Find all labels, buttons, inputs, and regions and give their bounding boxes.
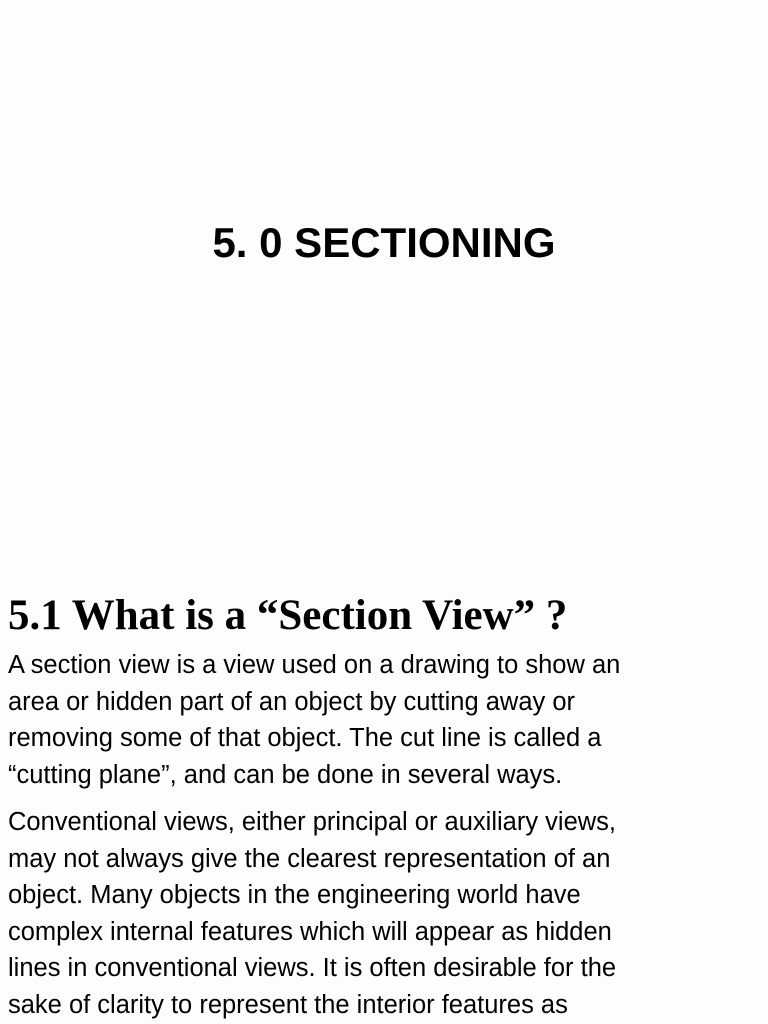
body-paragraph-1: A section view is a view used on a drawing to show an area or hidden part of an object by cutting away or removing some of that object. The cut line is called a “cutting plane”, and can be done in several ways. bbox=[8, 651, 621, 789]
section-heading: 5.1 What is a “Section View” ? bbox=[8, 592, 568, 639]
body-paragraph-2: Conventional views, either principal or auxiliary views, may not always give the clearest representation of an object. Many objects in the engineering world have complex internal features which will appear as hidden lines in conventional views. It is often desirable for the sake of clarity to represent the interior features as bbox=[8, 808, 617, 1019]
chapter-title: 5. 0 SECTIONING bbox=[212, 219, 556, 266]
